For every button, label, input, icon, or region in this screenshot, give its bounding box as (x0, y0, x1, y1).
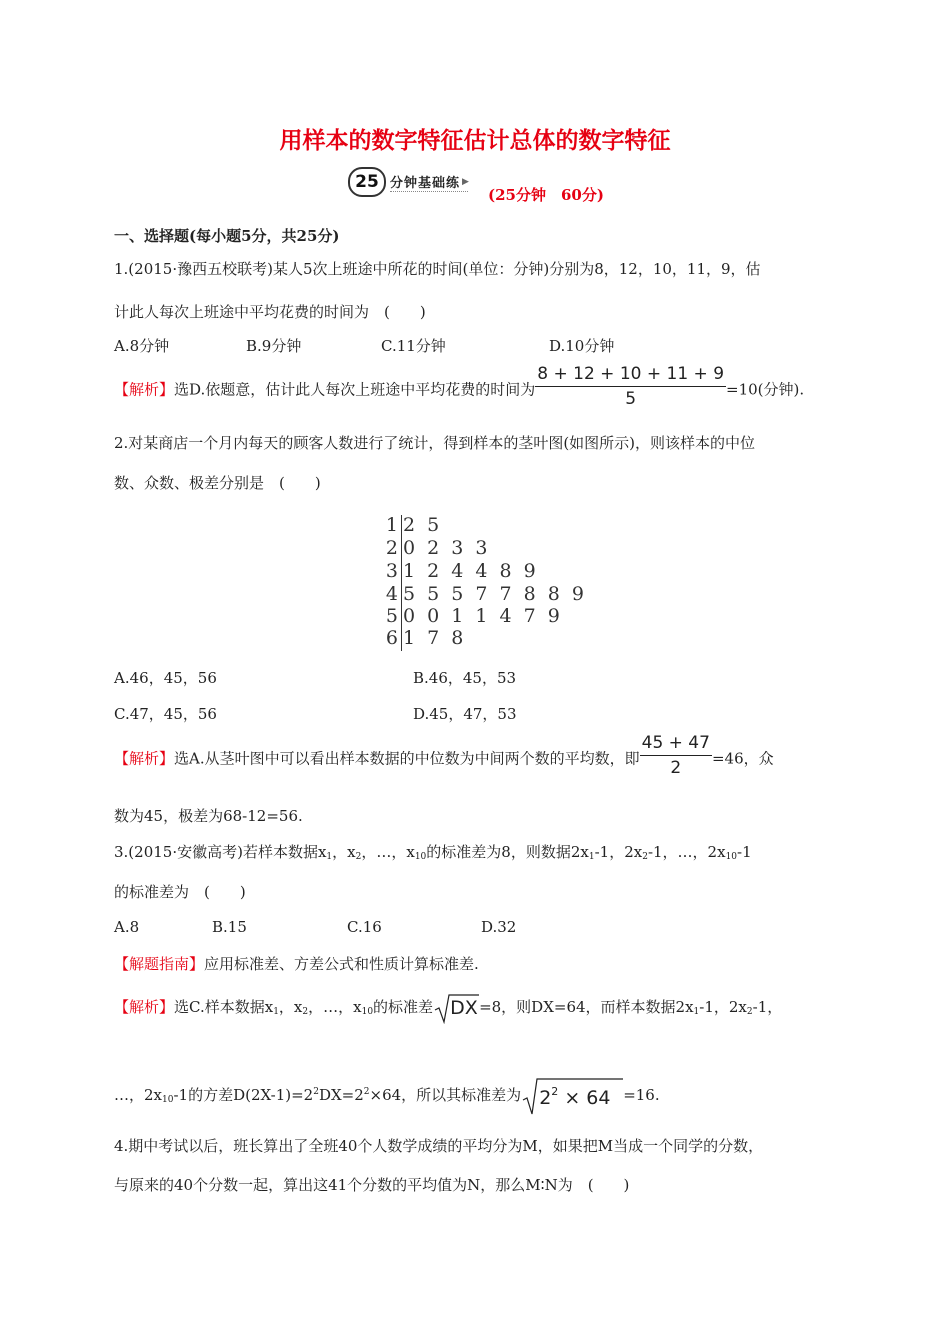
stem: 3 (385, 560, 398, 582)
q4-line2: 与原来的40个分数一起，算出这41个分数的平均值为N，那么M∶N为 ( ) (114, 1176, 630, 1194)
subscript: 1 (273, 1007, 279, 1017)
q1-option-a: A.8分钟 (114, 337, 170, 355)
q3-text: 3.(2015·安徽高考)若样本数据x (114, 843, 327, 861)
q3-guide (114, 953, 479, 974)
leaves: 0 2 3 3 (403, 537, 490, 559)
subscript: 1 (326, 852, 333, 862)
superscript: 2 (363, 1087, 370, 1097)
subscript: 10 (162, 1095, 174, 1105)
leaves: 2 5 (403, 514, 442, 536)
q3-analysis-text: -1的方差D(2X-1)=2 (173, 1086, 314, 1104)
q1-analysis-tag: 【解析】 (114, 380, 175, 399)
q3-analysis-text: …，2x (114, 1086, 163, 1104)
sqrt-content (539, 1085, 610, 1109)
q3-guide-text: 应用标准差、方差公式和性质计算标准差. (204, 955, 479, 973)
q3-option-b: B.15 (212, 918, 247, 936)
q1-option-c: C.11分钟 (381, 337, 446, 355)
subscript: 1 (588, 852, 595, 862)
q3-text: ，x (332, 843, 356, 861)
sqrt-rest: × 64 (558, 1087, 611, 1109)
q2-analysis-line2: 数为45，极差为68-12=56. (114, 807, 303, 825)
q1-line1: 1.(2015·豫西五校联考)某人5次上班途中所花的时间(单位：分钟)分别为8，12，10，11，9，估 (114, 260, 761, 278)
q2-line2: 数、众数、极差分别是 ( ) (114, 474, 321, 492)
q2-option-d: D.45，47，53 (413, 705, 517, 723)
stem-leaf-divider (401, 515, 402, 651)
subscript: 2 (642, 852, 648, 862)
q3-guide-tag: 【解题指南】 (114, 955, 205, 973)
badge-text: 分钟基础练 (390, 172, 468, 192)
subscript: 1 (693, 1007, 700, 1017)
q4-line1: 4.期中考试以后，班长算出了全班40个人数学成绩的平均分为M，如果把M当成一个同学的分数， (114, 1137, 764, 1155)
leaves: 1 2 4 4 8 9 (403, 560, 538, 582)
q2-option-c: C.47，45，56 (114, 705, 217, 723)
q1-frac-den: 5 (535, 386, 726, 409)
subscript: 10 (414, 852, 427, 862)
q1-option-d: D.10分钟 (549, 337, 615, 355)
sqrt-exponent: 2 (551, 1085, 559, 1098)
q2-frac-den: 2 (640, 755, 712, 778)
stem: 1 (385, 514, 398, 536)
badge-number: 25 (348, 167, 386, 197)
leaves: 5 5 5 7 7 8 8 9 (403, 583, 586, 605)
q2-fraction (640, 733, 712, 778)
q3-text: -1 (737, 843, 752, 861)
q3-analysis-text: -1，2x (699, 998, 747, 1016)
q3-line1 (114, 841, 752, 862)
leaves: 1 7 8 (403, 627, 466, 649)
q2-option-a: A.46，45，56 (114, 669, 217, 687)
q3-analysis-text: ×64，所以其标准差为 (369, 1086, 522, 1104)
q1-fraction (535, 364, 726, 409)
q3-text: ，…，x (361, 843, 415, 861)
q3-option-a: A.8 (114, 918, 140, 936)
q3-analysis-text: ，…，x (308, 998, 362, 1016)
timing-label: (25分钟 60分) (488, 186, 604, 204)
sqrt-dx (433, 992, 479, 1024)
q3-analysis-text: ，x (278, 998, 303, 1016)
q3-analysis-line1 (114, 992, 782, 1024)
badge-arrow-icon: ▶ (462, 177, 469, 187)
superscript: 2 (313, 1087, 319, 1097)
q3-analysis-text: =8，则DX=64，而样本数据2x (479, 998, 694, 1016)
q3-text: 的标准差为8，则数据2x (426, 843, 589, 861)
q3-analysis-text: -1， (752, 998, 783, 1016)
stem: 4 (385, 583, 398, 605)
q2-analysis-tag: 【解析】 (114, 749, 175, 768)
q1-line2: 计此人每次上班途中平均花费的时间为 ( ) (114, 303, 426, 321)
q3-text: -1，…，2x (647, 843, 726, 861)
section-heading: 一、选择题(每小题5分，共25分) (114, 227, 340, 245)
q3-line2: 的标准差为 ( ) (114, 883, 246, 901)
q1-analysis-result: =10(分钟). (726, 380, 805, 399)
q3-text: -1，2x (594, 843, 643, 861)
q3-analysis-tag: 【解析】 (114, 998, 175, 1016)
subscript: 2 (746, 1007, 753, 1017)
subscript: 2 (302, 1007, 309, 1017)
q2-analysis-result: =46，众 (711, 749, 774, 768)
subscript: 10 (725, 852, 738, 862)
subscript: 10 (361, 1007, 374, 1017)
q1-analysis-text: 选D.依题意，估计此人每次上班途中平均花费的时间为 (174, 380, 536, 399)
stem: 5 (385, 605, 398, 627)
q3-analysis-text: =16. (623, 1086, 660, 1104)
q2-analysis (114, 733, 774, 782)
sqrt-expression (521, 1076, 623, 1116)
q3-option-c: C.16 (347, 918, 382, 936)
q3-analysis-text: 选C.样本数据x (174, 998, 274, 1016)
subscript: 2 (355, 852, 362, 862)
sqrt-base: 2 (539, 1087, 552, 1109)
sqrt-content: DX (450, 997, 478, 1019)
q2-frac-num: 45 + 47 (641, 733, 710, 753)
q1-option-b: B.9分钟 (246, 337, 302, 355)
q1-frac-num: 8 + 12 + 10 + 11 + 9 (537, 364, 725, 384)
q2-option-b: B.46，45，53 (413, 669, 517, 687)
stem: 6 (385, 627, 398, 649)
q3-analysis-line2 (114, 1076, 660, 1116)
time-badge (348, 167, 469, 197)
q1-analysis (114, 364, 805, 413)
page-title: 用样本的数字特征估计总体的数字特征 (279, 128, 671, 154)
leaves: 0 0 1 1 4 7 9 (403, 605, 562, 627)
q3-analysis-text: DX=2 (318, 1086, 364, 1104)
q3-analysis-text: 的标准差 (373, 998, 434, 1016)
stem: 2 (385, 537, 398, 559)
q2-line1: 2.对某商店一个月内每天的顾客人数进行了统计，得到样本的茎叶图(如图所示)，则该样本的中位 (114, 434, 756, 452)
q2-analysis-text: 选A.从茎叶图中可以看出样本数据的中位数为中间两个数的平均数，即 (174, 749, 640, 768)
q3-option-d: D.32 (481, 918, 517, 936)
